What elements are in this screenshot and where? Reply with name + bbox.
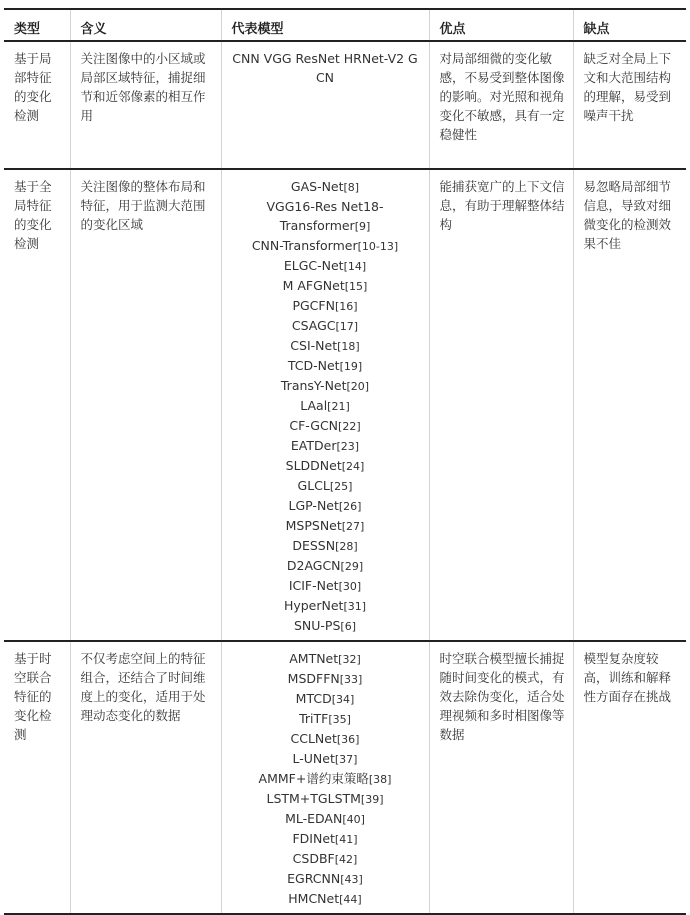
model-item xyxy=(230,49,421,88)
cons-cell-text: 缺乏对全局上下文和大范围结构的理解，易受到噪声干扰 xyxy=(583,51,672,123)
type-cell xyxy=(4,41,70,169)
cons-cell xyxy=(573,41,686,169)
model-item xyxy=(230,789,421,809)
meaning-cell xyxy=(70,169,221,641)
model-item xyxy=(230,616,421,636)
model-reference: [20] xyxy=(346,380,370,393)
model-reference: [6] xyxy=(340,620,356,633)
model-name: PGCFN xyxy=(292,298,335,313)
model-name: D2AGCN xyxy=(286,558,341,573)
model-reference: [37] xyxy=(334,753,358,766)
model-reference: [24] xyxy=(341,460,365,473)
model-name: M AFGNet xyxy=(282,278,345,293)
header-meaning: 含义 xyxy=(70,9,221,41)
model-item xyxy=(230,669,421,689)
model-name: HMCNet xyxy=(288,891,340,906)
model-name: DESSN xyxy=(292,538,336,553)
model-name: AMTNet xyxy=(289,651,339,666)
model-reference: [41] xyxy=(334,833,358,846)
model-item xyxy=(230,536,421,556)
model-item xyxy=(230,476,421,496)
model-name: HyperNet xyxy=(283,598,344,613)
model-name: SNU-PS xyxy=(293,618,341,633)
comparison-table xyxy=(4,8,686,915)
model-name: FDINet xyxy=(292,831,335,846)
model-item xyxy=(230,316,421,336)
type-cell-text: 基于时空联合特征的变化检测 xyxy=(14,651,52,742)
model-reference: [31] xyxy=(343,600,367,613)
model-reference: [21] xyxy=(327,400,350,413)
model-reference: [33] xyxy=(339,673,363,686)
model-name: CSI-Net xyxy=(290,338,338,353)
model-reference: [38] xyxy=(368,773,392,786)
header-row xyxy=(4,9,686,41)
model-name: CSDBF xyxy=(292,851,335,866)
model-item xyxy=(230,809,421,829)
type-cell-text: 基于全局特征的变化检测 xyxy=(14,179,52,251)
model-reference: [35] xyxy=(328,713,351,726)
model-name: LGP-Net xyxy=(288,498,339,513)
model-reference: [15] xyxy=(344,280,368,293)
meaning-cell-text: 关注图像的整体布局和特征，用于监测大范围的变化区域 xyxy=(80,179,206,232)
model-item xyxy=(230,197,421,236)
model-name: SLDDNet xyxy=(285,458,342,473)
header-pros: 优点 xyxy=(429,9,573,41)
model-reference: [27] xyxy=(341,520,365,533)
model-item xyxy=(230,849,421,869)
model-name: VGG16-Res Net18-Transformer xyxy=(266,199,384,233)
pros-cell-text: 时空联合模型擅长捕捉随时间变化的模式，有效去除伪变化，适合处理视频和多时相图像等数据 xyxy=(439,651,565,742)
model-item xyxy=(230,729,421,749)
model-name: ELGC-Net xyxy=(283,258,344,273)
model-reference: [34] xyxy=(331,693,355,706)
model-name: TCD-Net xyxy=(287,358,340,373)
model-item xyxy=(230,749,421,769)
type-cell-text: 基于局部特征的变化检测 xyxy=(14,51,52,123)
meaning-cell-text: 关注图像中的小区域或局部区域特征，捕捉细节和近邻像素的相互作用 xyxy=(80,51,206,123)
pros-cell xyxy=(429,641,573,914)
models-cell-text xyxy=(222,42,429,92)
pros-cell xyxy=(429,41,573,169)
table-row xyxy=(4,169,686,641)
pros-cell-text: 能捕获宽广的上下文信息，有助于理解整体结构 xyxy=(439,179,565,232)
model-reference: [26] xyxy=(338,500,362,513)
cons-cell-text: 易忽略局部细节信息，导致对细微变化的检测效果不佳 xyxy=(583,179,672,251)
models-cell xyxy=(221,641,429,914)
pros-cell-text: 对局部细微的变化敏感，不易受到整体图像的影响。对光照和视角变化不敏感，具有一定稳健性 xyxy=(439,51,565,142)
model-reference: [18] xyxy=(337,340,360,353)
model-name: ML-EDAN xyxy=(285,811,343,826)
meaning-cell-text: 不仅考虑空间上的特征组合，还结合了时间维度上的变化，适用于处理动态变化的数据 xyxy=(80,651,206,723)
model-reference: [10-13] xyxy=(357,240,399,253)
model-item xyxy=(230,396,421,416)
model-reference: [36] xyxy=(336,733,360,746)
model-item xyxy=(230,376,421,396)
model-item xyxy=(230,436,421,456)
header-type: 类型 xyxy=(4,9,70,41)
model-name: AMMF+谱约束策略 xyxy=(258,771,369,786)
model-item xyxy=(230,709,421,729)
model-item xyxy=(230,296,421,316)
model-item xyxy=(230,556,421,576)
model-reference: [43] xyxy=(340,873,363,886)
model-reference: [29] xyxy=(340,560,364,573)
models-cell xyxy=(221,41,429,169)
model-name: LSTM+TGLSTM xyxy=(266,791,361,806)
model-item xyxy=(230,177,421,197)
pros-cell xyxy=(429,169,573,641)
cons-cell xyxy=(573,641,686,914)
model-item xyxy=(230,889,421,909)
model-item xyxy=(230,256,421,276)
model-reference: [44] xyxy=(339,893,362,906)
model-reference: [22] xyxy=(338,420,361,433)
model-reference: [9] xyxy=(354,220,371,233)
model-name: GLCL xyxy=(297,478,330,493)
model-reference: [8] xyxy=(343,181,360,194)
model-item xyxy=(230,596,421,616)
cons-cell-text: 模型复杂度较高，训练和解释性方面存在挑战 xyxy=(583,651,672,704)
model-name: CCLNet xyxy=(290,731,337,746)
model-name: L-UNet xyxy=(292,751,335,766)
model-reference: [40] xyxy=(342,813,365,826)
model-item xyxy=(230,496,421,516)
models-cell-text xyxy=(222,170,429,640)
model-item xyxy=(230,576,421,596)
model-item xyxy=(230,416,421,436)
model-name: CNN VGG ResNet HRNet-V2 GCN xyxy=(232,51,418,85)
model-reference: [16] xyxy=(334,300,358,313)
model-item xyxy=(230,516,421,536)
model-name: MTCD xyxy=(295,691,332,706)
model-name: CF-GCN xyxy=(289,418,339,433)
model-name: CSAGC xyxy=(291,318,336,333)
meaning-cell xyxy=(70,41,221,169)
model-reference: [23] xyxy=(336,440,360,453)
model-item xyxy=(230,236,421,256)
model-reference: [32] xyxy=(338,653,361,666)
model-name: LAal xyxy=(300,398,328,413)
model-item xyxy=(230,356,421,376)
model-name: EATDer xyxy=(290,438,337,453)
model-reference: [42] xyxy=(334,853,358,866)
type-cell xyxy=(4,169,70,641)
model-name: MSDFFN xyxy=(287,671,340,686)
model-name: EGRCNN xyxy=(287,871,341,886)
model-name: TriTF xyxy=(299,711,329,726)
model-item xyxy=(230,869,421,889)
model-name: CNN-Transformer xyxy=(251,238,358,253)
type-cell xyxy=(4,641,70,914)
model-item xyxy=(230,689,421,709)
model-name: MSPSNet xyxy=(285,518,342,533)
model-item xyxy=(230,829,421,849)
model-reference: [14] xyxy=(343,260,367,273)
meaning-cell xyxy=(70,641,221,914)
model-reference: [25] xyxy=(329,480,353,493)
models-cell-text xyxy=(222,642,429,913)
model-name: TransY-Net xyxy=(280,378,347,393)
model-reference: [30] xyxy=(338,580,362,593)
model-item xyxy=(230,456,421,476)
model-reference: [19] xyxy=(339,360,363,373)
model-item xyxy=(230,276,421,296)
model-name: GAS-Net xyxy=(290,179,344,194)
model-reference: [17] xyxy=(335,320,359,333)
model-item xyxy=(230,336,421,356)
table-row xyxy=(4,641,686,914)
model-item xyxy=(230,769,421,789)
model-reference: [39] xyxy=(360,793,384,806)
model-reference: [28] xyxy=(335,540,358,553)
models-cell xyxy=(221,169,429,641)
table-row xyxy=(4,41,686,169)
model-item xyxy=(230,649,421,669)
cons-cell xyxy=(573,169,686,641)
model-name: ICIF-Net xyxy=(288,578,339,593)
header-models: 代表模型 xyxy=(221,9,429,41)
header-cons: 缺点 xyxy=(573,9,686,41)
